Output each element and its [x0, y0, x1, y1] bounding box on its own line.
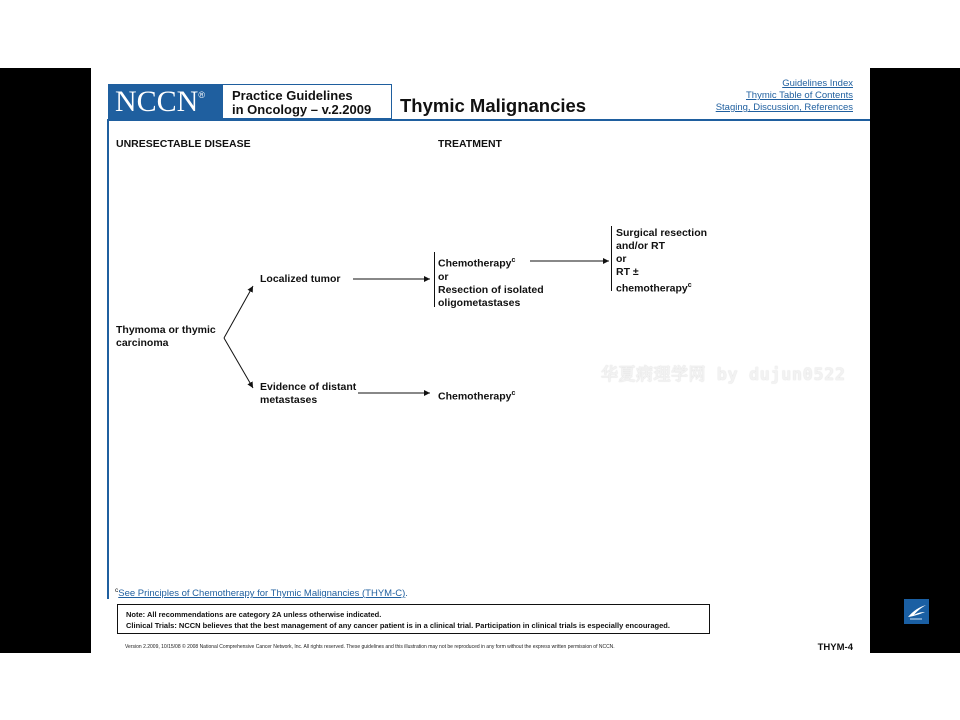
watermark-text: 华夏病理学网 by dujun0522	[601, 365, 846, 385]
footnote	[115, 587, 408, 599]
next-line-1: Surgical resection	[616, 227, 708, 239]
treatment-bracket-1	[434, 252, 435, 307]
distant-line-1: Evidence of distant	[260, 381, 357, 393]
next-chemo: chemotherapy	[616, 282, 688, 295]
version-line: Version 2.2009, 10/15/08 © 2008 National Comprehensive Cancer Network, Inc. All rights reserved. These guidelines and this illustration may not be reproduced in any form without the express written permission of NCCN.	[125, 644, 615, 650]
page-title: Thymic Malignancies	[400, 95, 587, 116]
footnote-marker: c	[115, 587, 119, 594]
footnote-mark: c	[511, 257, 516, 264]
footnote-period: .	[405, 588, 408, 600]
localized-treatment-node	[438, 254, 544, 310]
note-line-1: Note: All recommendations are category 2A unless otherwise indicated.	[126, 610, 382, 619]
letterbox-left	[0, 68, 91, 653]
treatment-1-chemo: Chemotherapy	[438, 257, 512, 270]
treatment-1-line-3: Resection of isolated	[438, 283, 544, 296]
registered-mark: ®	[198, 90, 205, 100]
arrow-root-to-localized	[224, 286, 253, 338]
next-line-2: and/or RT	[616, 240, 665, 252]
footnote-mark: c	[687, 282, 692, 289]
root-node	[116, 324, 216, 350]
next-line-5	[616, 279, 707, 296]
distant-line-2: metastases	[260, 394, 318, 406]
column-header-disease: UNRESECTABLE DISEASE	[116, 138, 251, 150]
footnote-mark: c	[511, 390, 516, 397]
next-line-4: RT ±	[616, 266, 639, 278]
guidelines-line-1: Practice Guidelines	[232, 88, 353, 103]
treatment-1-line-1	[438, 254, 544, 271]
column-header-treatment: TREATMENT	[438, 138, 502, 150]
bottom-margin	[0, 653, 960, 720]
treatment-2-chemo: Chemotherapy	[438, 390, 512, 403]
table-of-contents-link[interactable]: Thymic Table of Contents	[745, 90, 853, 101]
letterbox-right	[870, 68, 960, 653]
guidelines-line-2: in Oncology – v.2.2009	[232, 102, 372, 117]
note-box	[117, 604, 710, 634]
top-margin	[0, 0, 960, 68]
root-line-2: carcinoma	[116, 337, 169, 349]
page-id: THYM-4	[817, 642, 853, 653]
staging-discussion-link[interactable]: Staging, Discussion, References	[715, 102, 853, 113]
next-step-node	[616, 227, 707, 296]
treatment-1-line-2: or	[438, 270, 449, 283]
distant-metastases-node	[260, 381, 356, 407]
nccn-logo-text: NCCN	[115, 85, 199, 118]
chemotherapy-principles-link[interactable]: See Principles of Chemotherapy for Thymic Malignancies (THYM-C)	[118, 588, 406, 600]
note-line-2: Clinical Trials: NCCN believes that the best management of any cancer patient is in a clinical trial. Participation in clinical trials is especially encouraged.	[126, 621, 670, 630]
bird-logo-svg	[904, 599, 929, 624]
treatment-1-line-4: oligometastases	[438, 296, 521, 309]
bird-logo-icon	[904, 599, 929, 624]
localized-tumor-node: Localized tumor	[260, 273, 341, 285]
next-step-bracket	[611, 226, 612, 291]
guidelines-index-link[interactable]: Guidelines Index	[782, 78, 853, 89]
next-line-3: or	[616, 253, 627, 265]
distant-treatment-node	[438, 387, 515, 404]
root-line-1: Thymoma or thymic	[116, 324, 216, 336]
arrow-root-to-distant	[224, 338, 253, 388]
